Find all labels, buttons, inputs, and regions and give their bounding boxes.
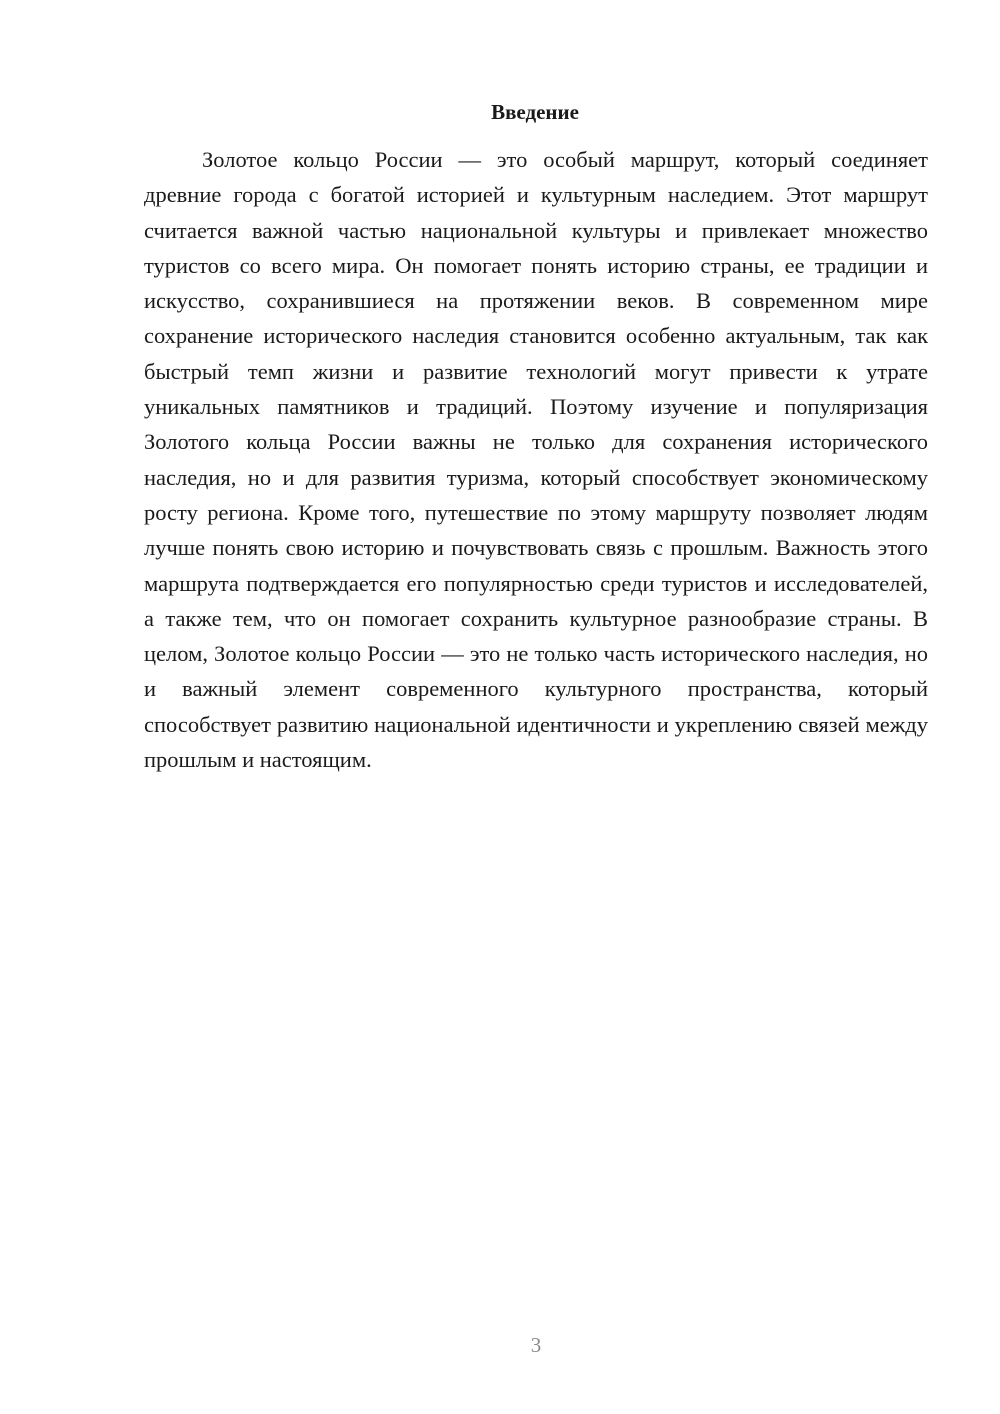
page-number: 3 <box>530 1333 542 1357</box>
intro-paragraph: Золотое кольцо России — это особый маршрут, который соединяет древние города с богатой историей и культурным наследием. Этот маршрут считается важной частью национальной культуры и привлекает множество туристов со всего мира. Он помогает понять историю страны, ее традиции и искусство, сохранившиеся на протяжении веков. В современном мире сохранение исторического наследия становится особенно актуальным, так как быстрый темп жизни и развитие технологий могут привести к утрате уникальных памятников и традиций. Поэтому изучение и популяризация Золотого кольца России важны не только для сохранения исторического наследия, но и для развития туризма, который способствует экономическому росту региона. Кроме того, путешествие по этому маршруту позволяет людям лучше понять свою историю и почувствовать связь с прошлым. Важность этого маршрута подтверждается его популярностью среди туристов и исследователей, а также тем, что он помогает сохранить культурное разнообразие страны. В целом, Золотое кольцо России — это не только часть исторического наследия, но и важный элемент современного культурного пространства, который способствует развитию национальной идентичности и укреплению связей между прошлым и настоящим. <box>144 147 928 773</box>
page-title: Введение <box>491 100 579 124</box>
